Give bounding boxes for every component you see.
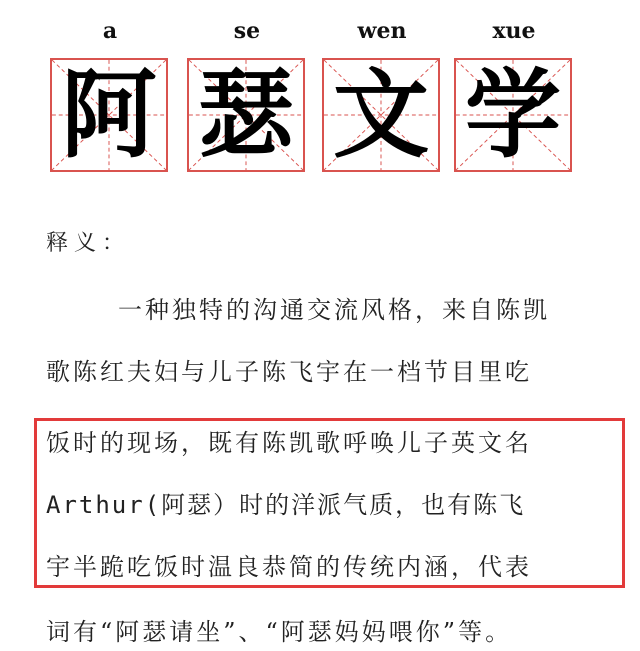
pinyin-1: a	[102, 18, 118, 44]
definition-line-1: 一种独特的沟通交流风格，来自陈凯	[118, 296, 550, 324]
char-column-3	[316, 0, 448, 190]
char-column-2	[181, 0, 313, 190]
definition-line-3: 饭时的现场，既有陈凯歌呼唤儿子英文名	[46, 429, 532, 457]
title-char-3: 文	[333, 59, 429, 171]
pinyin-4: xue	[492, 18, 536, 44]
word-title	[0, 0, 640, 190]
tian-grid-2	[187, 58, 305, 172]
tian-grid-4	[454, 58, 572, 172]
definition-line-2: 歌陈红夫妇与儿子陈飞宇在一档节目里吃	[46, 358, 532, 386]
definition-line-4: Arthur(阿瑟）时的洋派气质，也有陈飞	[46, 491, 526, 519]
char-column-1	[44, 0, 176, 190]
pinyin-3: wen	[357, 18, 407, 44]
definition-line-5: 宇半跪吃饭时温良恭简的传统内涵，代表	[46, 553, 532, 581]
definition-label: 释义：	[46, 231, 131, 256]
definition-line-6: 词有“阿瑟请坐”、“阿瑟妈妈喂你”等。	[46, 618, 513, 646]
highlight-box	[34, 418, 625, 588]
char-column-4	[448, 0, 580, 190]
title-char-4: 学	[465, 59, 561, 171]
title-char-2: 瑟	[198, 59, 294, 171]
tian-grid-3	[322, 58, 440, 172]
title-char-1: 阿	[61, 59, 157, 171]
pinyin-2: se	[233, 18, 261, 44]
tian-grid-1	[50, 58, 168, 172]
